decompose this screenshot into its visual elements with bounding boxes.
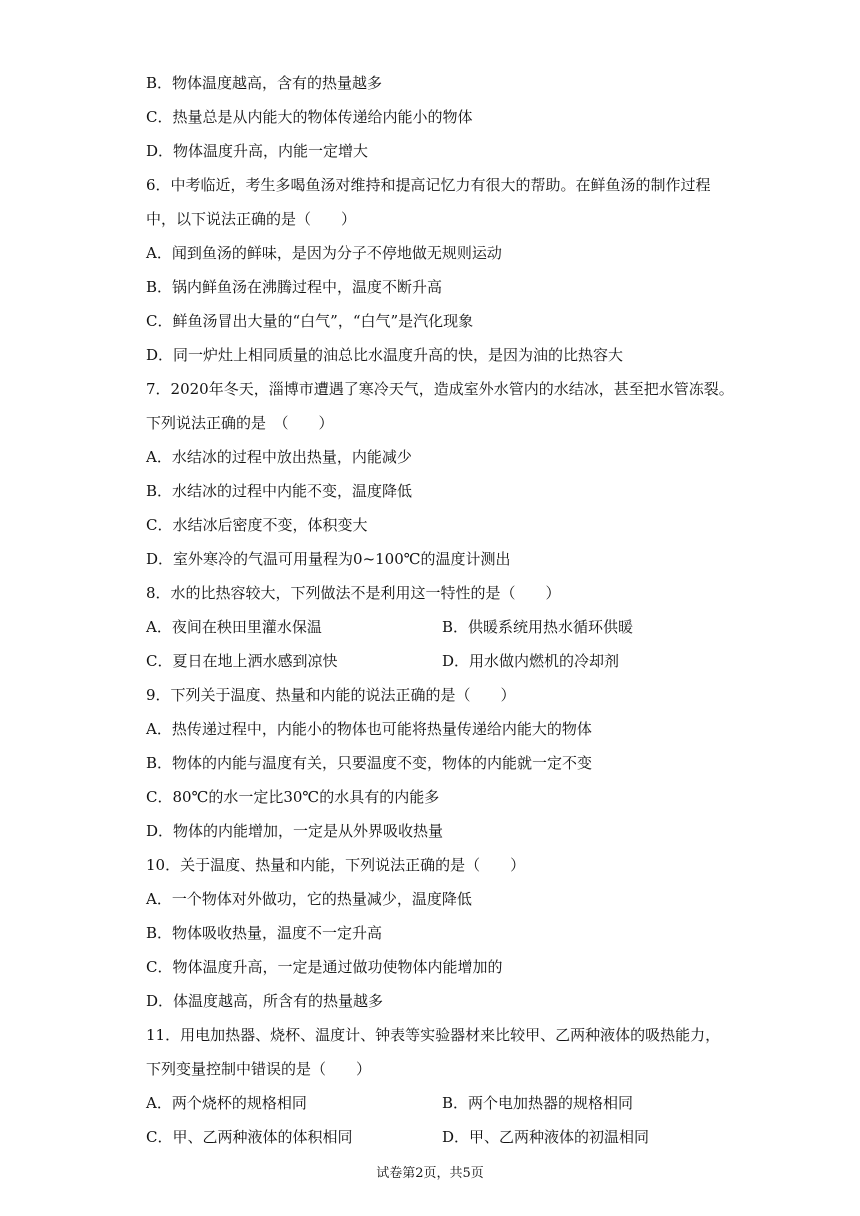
q6-stem-line2: 中，以下说法正确的是（ ） xyxy=(146,210,357,228)
q6-stem-line1: 6．中考临近，考生多喝鱼汤对维持和提高记忆力有很大的帮助。在鲜鱼汤的制作过程 xyxy=(146,176,711,194)
q5-option-b: B．物体温度越高，含有的热量越多 xyxy=(146,74,383,92)
q7-option-a: A．水结冰的过程中放出热量，内能减少 xyxy=(146,448,412,466)
q11-option-b: B．两个电加热器的规格相同 xyxy=(442,1094,634,1112)
q10-option-c: C．物体温度升高，一定是通过做功使物体内能增加的 xyxy=(146,958,503,976)
q11-stem-line1: 11．用电加热器、烧杯、温度计、钟表等实验器材来比较甲、乙两种液体的吸热能力， xyxy=(146,1026,721,1044)
q6-option-b: B．锅内鲜鱼汤在沸腾过程中，温度不断升高 xyxy=(146,278,443,296)
q5-option-d: D．物体温度升高，内能一定增大 xyxy=(146,142,369,160)
q9-option-d: D．物体的内能增加，一定是从外界吸收热量 xyxy=(146,822,444,840)
q10-option-a: A．一个物体对外做功，它的热量减少，温度降低 xyxy=(146,890,472,908)
q6-option-c: C．鲜鱼汤冒出大量的“白气”，“白气”是汽化现象 xyxy=(146,312,474,330)
q7-option-c: C．水结冰后密度不变，体积变大 xyxy=(146,516,368,534)
q10-option-b: B．物体吸收热量，温度不一定升高 xyxy=(146,924,383,942)
q8-option-c: C．夏日在地上洒水感到凉快 xyxy=(146,652,338,670)
q9-stem: 9．下列关于温度、热量和内能的说法正确的是（ ） xyxy=(146,686,516,704)
q6-option-d: D．同一炉灶上相同质量的油总比水温度升高的快，是因为油的比热容大 xyxy=(146,346,624,364)
q8-option-b: B．供暖系统用热水循环供暖 xyxy=(442,618,634,636)
q10-stem: 10．关于温度、热量和内能，下列说法正确的是（ ） xyxy=(146,856,526,874)
q7-stem-line2: 下列说法正确的是 （ ） xyxy=(146,414,334,432)
q8-stem: 8．水的比热容较大，下列做法不是利用这一特性的是（ ） xyxy=(146,584,561,602)
q11-stem-line2: 下列变量控制中错误的是（ ） xyxy=(146,1060,372,1078)
q11-option-a: A．两个烧杯的规格相同 xyxy=(146,1094,307,1112)
q7-option-d: D．室外寒冷的气温可用量程为0~100℃的温度计测出 xyxy=(146,550,511,568)
q10-option-d: D．体温度越高，所含有的热量越多 xyxy=(146,992,384,1010)
q6-option-a: A．闻到鱼汤的鲜味，是因为分子不停地做无规则运动 xyxy=(146,244,502,262)
q9-option-b: B．物体的内能与温度有关，只要温度不变，物体的内能就一定不变 xyxy=(146,754,593,772)
q8-option-d: D．用水做内燃机的冷却剂 xyxy=(442,652,620,670)
q7-option-b: B．水结冰的过程中内能不变，温度降低 xyxy=(146,482,413,500)
page-footer: 试卷第2页，共5页 xyxy=(376,1166,484,1181)
q8-option-a: A．夜间在秧田里灌水保温 xyxy=(146,618,322,636)
q11-option-d: D．甲、乙两种液体的初温相同 xyxy=(442,1128,650,1146)
q11-option-c: C．甲、乙两种液体的体积相同 xyxy=(146,1128,353,1146)
q9-option-a: A．热传递过程中，内能小的物体也可能将热量传递给内能大的物体 xyxy=(146,720,592,738)
q5-option-c: C．热量总是从内能大的物体传递给内能小的物体 xyxy=(146,108,473,126)
q9-option-c: C．80℃的水一定比30℃的水具有的内能多 xyxy=(146,788,440,806)
q7-stem-line1: 7．2020年冬天，淄博市遭遇了寒冷天气，造成室外水管内的水结冰，甚至把水管冻裂。 xyxy=(146,380,734,398)
